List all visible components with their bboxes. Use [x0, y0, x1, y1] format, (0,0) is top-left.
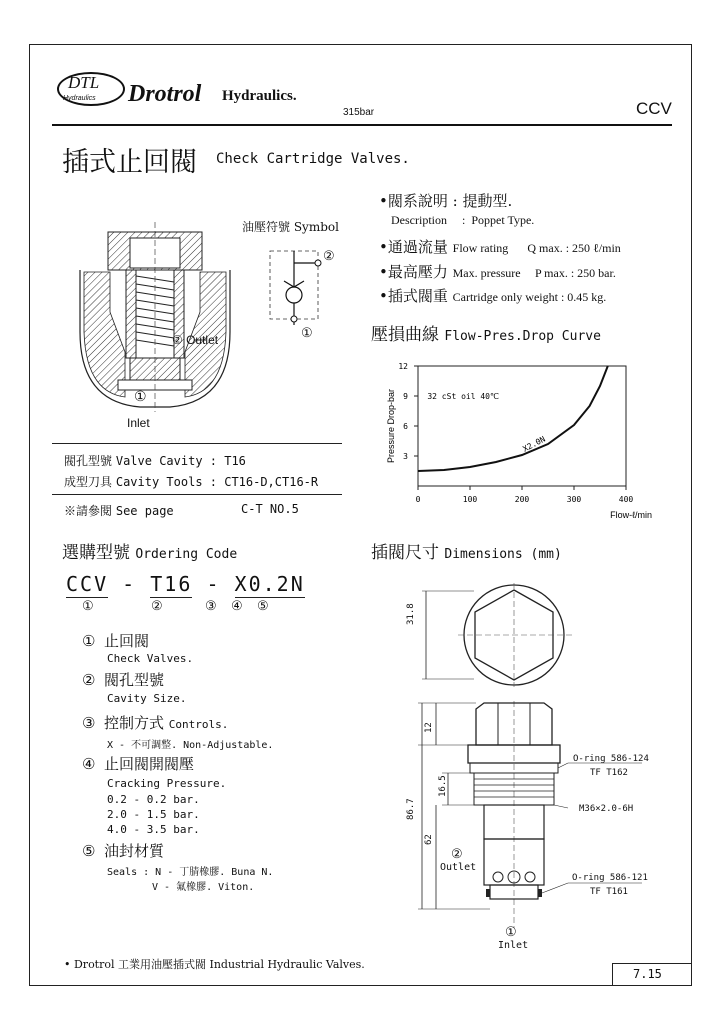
spec-pressure: •最高壓力 Max. pressure P max. : 250 bar.: [379, 263, 616, 281]
title-en: Check Cartridge Valves.: [216, 151, 410, 167]
symbol-port2: ②: [323, 248, 335, 263]
footer-text: • Drotrol 工業用油壓插式閥 Industrial Hydraulic Valves.: [64, 958, 365, 971]
series-label: X2.0N: [521, 434, 547, 454]
order-item-1: ① 止回閥: [82, 632, 150, 650]
oring-2: O-ring 586-121: [572, 873, 648, 883]
header-rule: [52, 124, 672, 126]
curve-title: 壓損曲線 Flow-Pres.Drop Curve: [371, 325, 601, 345]
y-tick-label: 9: [403, 392, 408, 401]
code-num-3: ③: [205, 598, 217, 613]
series-line: [418, 366, 608, 471]
inlet-number: ①: [134, 388, 147, 404]
dim-hex: 31.8: [406, 603, 416, 625]
order-item-4: ④ 止回閥開閥壓: [82, 755, 195, 773]
symbol-port1: ①: [301, 325, 313, 340]
dimensions-title: 插閥尺寸 Dimensions (mm): [371, 543, 562, 563]
order-item-5-opt2: V - 氟橡膠. Viton.: [152, 882, 255, 893]
outlet-label: ② Outlet: [172, 333, 219, 347]
spec-weight: •插式閥重 Cartridge only weight : 0.45 kg.: [379, 287, 607, 305]
logo-sub: Hydraulics: [63, 95, 96, 102]
order-item-2: ② 閥孔型號: [82, 671, 165, 689]
y-tick-label: 6: [403, 422, 408, 431]
pressure-rating: 315bar: [343, 107, 375, 118]
tf-2: TF T161: [590, 887, 628, 897]
order-item-4-opt1: 0.2 - 0.2 bar.: [107, 793, 200, 806]
spec-description-en: Description : Poppet Type.: [391, 213, 535, 227]
dim-inlet-num: ①: [505, 924, 517, 939]
brand-name: Drotrol: [128, 81, 202, 107]
cavity-row3: ※請參閱 See page: [64, 504, 174, 518]
pressure-drop-chart: [382, 358, 652, 533]
order-item-4-opt2: 2.0 - 1.5 bar.: [107, 808, 200, 821]
dim-12: 12: [424, 722, 434, 733]
y-axis-label: Pressure Drop-bar: [386, 388, 396, 464]
order-item-3-desc: X - 不可調整. Non-Adjustable.: [107, 740, 274, 751]
title-cn: 插式止回閥: [62, 147, 197, 178]
x-tick-label: 100: [462, 495, 478, 504]
ordering-code: CCV - T16 - X0.2N: [66, 572, 305, 596]
cavity-bottom-rule: [52, 494, 342, 495]
dim-outlet: Outlet: [440, 862, 477, 873]
cavity-ref: C-T NO.5: [241, 502, 299, 516]
code-num-1: ①: [82, 598, 94, 613]
tf-1: TF T162: [590, 768, 628, 778]
ordering-title: 選購型號 Ordering Code: [62, 543, 238, 563]
chart-annotation: 32 cSt oil 40℃: [427, 392, 499, 401]
plot-frame: [418, 366, 626, 486]
order-item-4-opt3: 4.0 - 3.5 bar.: [107, 823, 200, 836]
x-tick-label: 0: [415, 495, 421, 504]
order-item-5: ⑤ 油封材質: [82, 842, 165, 860]
x-tick-label: 200: [514, 495, 530, 504]
order-item-2-desc: Cavity Size.: [107, 692, 187, 705]
spec-flow: •通過流量 Flow rating Q max. : 250 ℓ/min: [379, 238, 621, 256]
code-num-4: ④: [231, 598, 243, 613]
y-tick-label: 12: [398, 362, 408, 371]
brand-suffix: Hydraulics.: [222, 88, 297, 104]
order-item-1-desc: Check Valves.: [107, 652, 194, 665]
spec-description: •閥系說明 : 提動型.: [379, 192, 513, 210]
model-code: CCV: [636, 99, 672, 118]
check-valve-symbol: [268, 245, 328, 325]
dim-inlet: Inlet: [498, 940, 529, 951]
cavity-row2: 成型刀具 Cavity Tools : CT16-D,CT16-R: [64, 475, 319, 489]
dim-86-7: 86.7: [406, 798, 416, 820]
code-num-5: ⑤: [257, 598, 269, 613]
x-tick-label: 400: [618, 495, 634, 504]
thread-spec: M36×2.0-6H: [579, 804, 634, 814]
y-tick-label: 3: [403, 452, 408, 461]
dim-outlet-num: ②: [451, 846, 463, 861]
logo-text: DTL: [68, 73, 100, 92]
code-num-2: ②: [151, 598, 163, 613]
order-item-4-desc: Cracking Pressure.: [107, 777, 227, 790]
cavity-top-rule: [52, 443, 342, 444]
dim-16-5: 16.5: [438, 775, 448, 797]
inlet-label: Inlet: [127, 416, 150, 430]
order-item-3: ③ 控制方式 Controls.: [82, 714, 229, 732]
order-item-5-opt1: Seals : N - 丁腈橡膠. Buna N.: [107, 867, 274, 878]
oring-1: O-ring 586-124: [573, 754, 649, 764]
page-number: 7.15: [633, 967, 662, 981]
x-tick-label: 300: [566, 495, 582, 504]
cavity-row1: 閥孔型號 Valve Cavity : T16: [64, 454, 246, 468]
x-axis-label: Flow-ℓ/min: [610, 510, 652, 520]
symbol-label: 油壓符號 Symbol: [242, 220, 339, 234]
dim-62: 62: [424, 834, 434, 845]
